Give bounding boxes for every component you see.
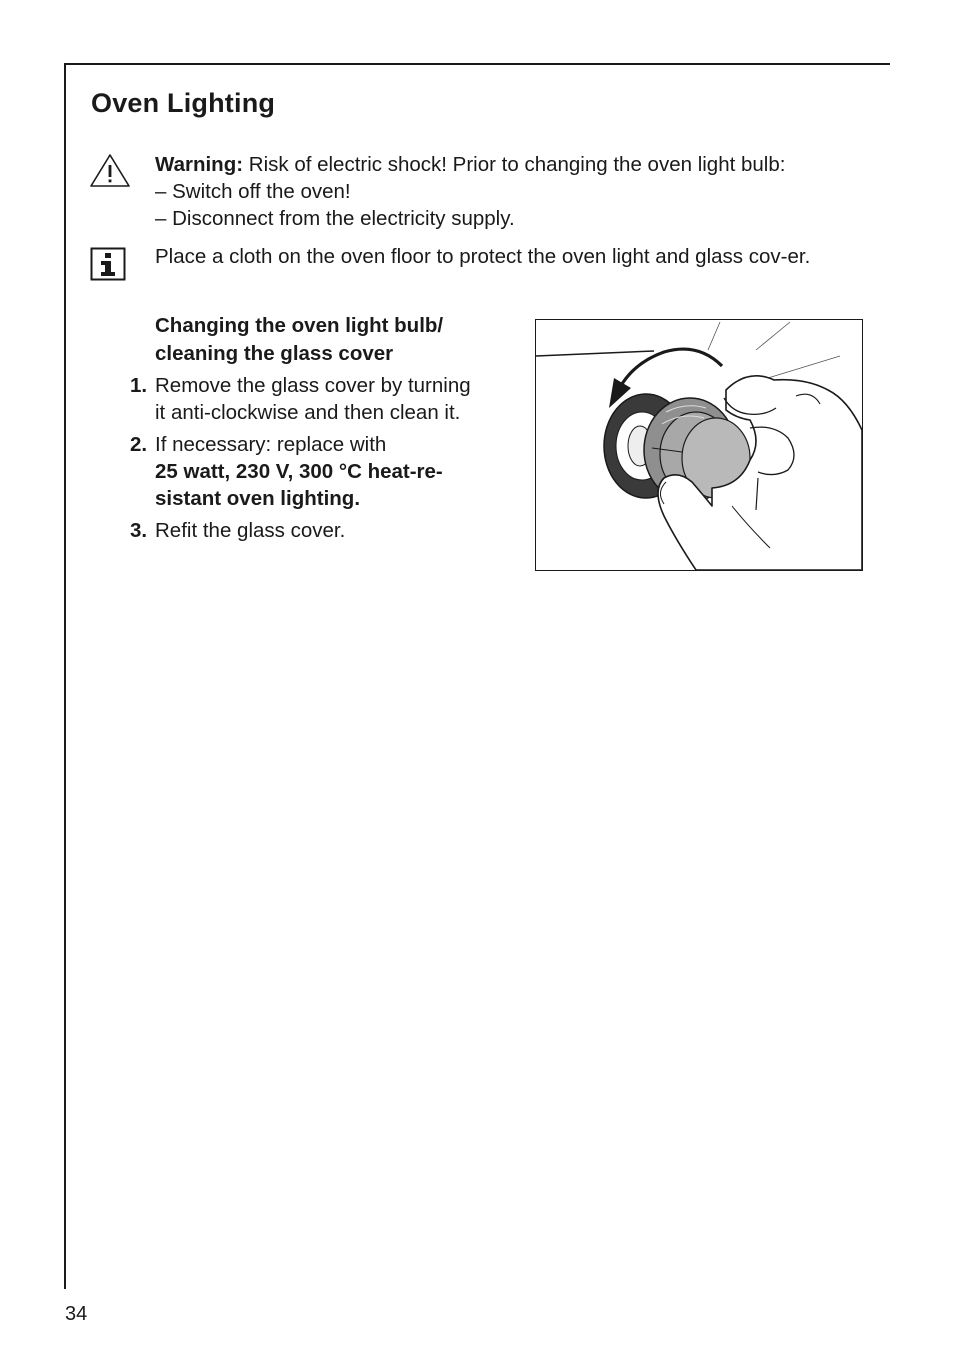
procedure-heading: [155, 312, 515, 368]
step-text: If necessary: replace with: [155, 433, 387, 456]
page-number: 34: [65, 1303, 88, 1325]
warning-item: – Switch off the oven!: [155, 180, 351, 203]
warning-item: – Disconnect from the electricity supply.: [155, 207, 515, 230]
glass-cover-illustration: [535, 319, 863, 571]
step-text: Refit the glass cover.: [155, 519, 346, 542]
step-text: it anti-clockwise and then clean it.: [155, 401, 461, 424]
warning-block: [155, 151, 875, 232]
procedure-steps: [130, 372, 510, 549]
frame-left-rule: [64, 63, 66, 1289]
step-number: 2.: [130, 433, 148, 456]
step-item: [130, 431, 510, 512]
info-icon: [90, 247, 126, 281]
procedure-heading-line: Changing the oven light bulb/: [155, 314, 444, 337]
procedure-heading-line: cleaning the glass cover: [155, 342, 394, 365]
info-text: Place a cloth on the oven floor to protect the oven light and glass cov-er.: [155, 245, 811, 268]
page-title: Oven Lighting: [91, 88, 276, 118]
warning-label: Warning:: [155, 153, 244, 176]
step-item: [130, 517, 510, 544]
step-bold-text: sistant oven lighting.: [155, 487, 361, 510]
step-number: 1.: [130, 374, 148, 397]
hand-turning-glass-cover-illustration: [536, 320, 862, 570]
step-text: Remove the glass cover by turning: [155, 374, 471, 397]
step-number: 3.: [130, 519, 148, 542]
step-bold-text: 25 watt, 230 V, 300 °C heat-re-: [155, 460, 443, 483]
step-item: [130, 372, 510, 426]
frame-top-rule: [64, 63, 890, 65]
warning-line: [155, 151, 875, 178]
warning-triangle-icon: [88, 152, 132, 190]
warning-text: Risk of electric shock! Prior to changing the oven light bulb:: [243, 153, 786, 176]
